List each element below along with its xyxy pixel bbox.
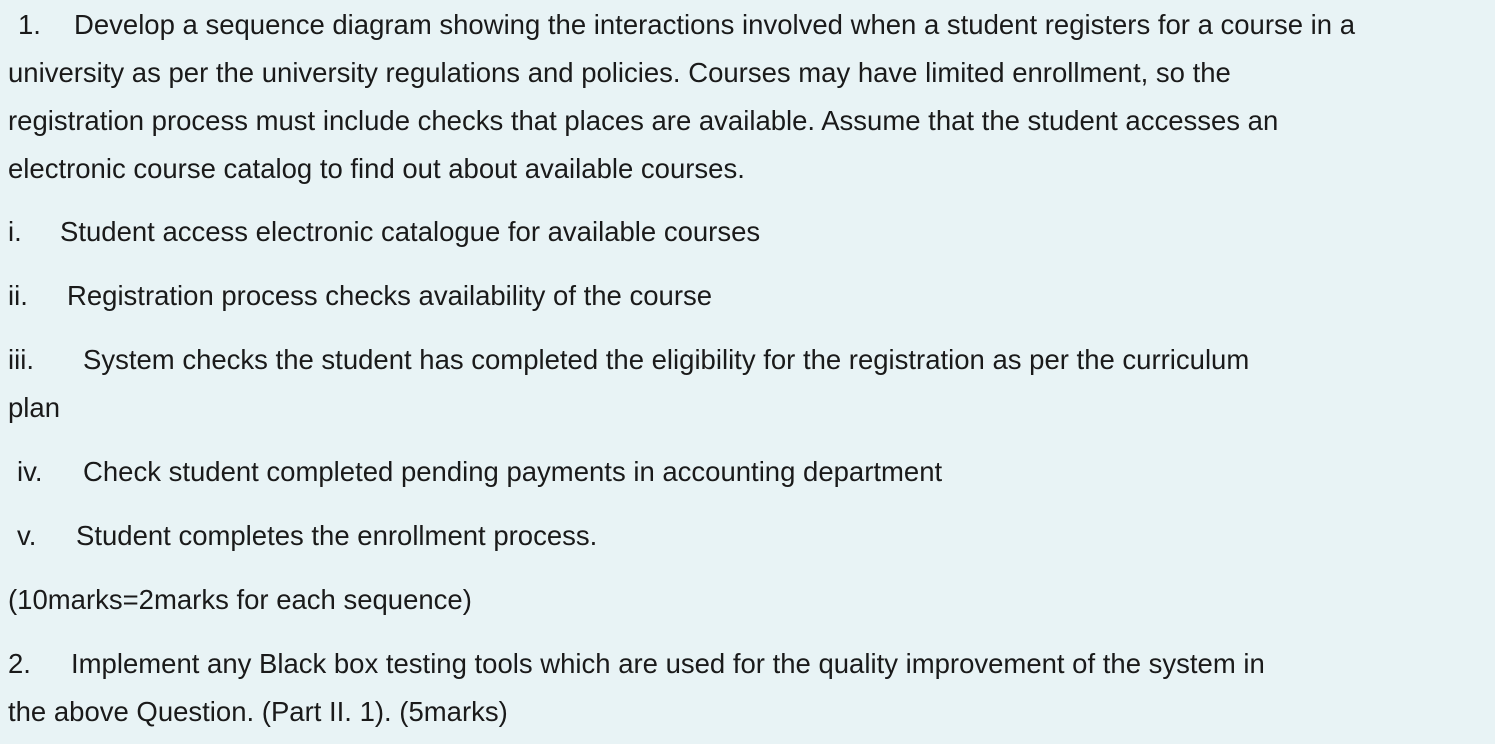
list-item-numeral: iii. <box>8 344 34 375</box>
list-item-text: System checks the student has completed the eligibility for the registration as per the curriculum <box>83 344 1250 375</box>
question-1-line-3: registration process must include checks that places are available. Assume that the student accesses an <box>8 105 1279 136</box>
question-2-line-2: the above Question. (Part II. 1). (5marks) <box>8 696 508 727</box>
list-item-text: Student completes the enrollment process. <box>76 520 598 551</box>
question-1-number: 1. <box>18 9 41 40</box>
question-2-number: 2. <box>8 648 31 679</box>
list-item <box>8 344 1249 376</box>
list-item-numeral: iv. <box>17 456 43 487</box>
list-item <box>17 456 942 488</box>
marks-note: (10marks=2marks for each sequence) <box>8 584 472 615</box>
list-item-numeral: ii. <box>8 280 28 311</box>
list-item-numeral: v. <box>17 520 37 551</box>
list-item-text: Check student completed pending payments in accounting department <box>83 456 943 487</box>
list-item <box>17 520 597 552</box>
question-1-line-4: electronic course catalog to find out about available courses. <box>8 153 745 184</box>
question-1-line-1 <box>18 9 1355 41</box>
list-item-text: Student access electronic catalogue for available courses <box>60 216 761 247</box>
question-1-line-2: university as per the university regulations and policies. Courses may have limited enrollment, so the <box>8 57 1231 88</box>
question-2-text-1: Implement any Black box testing tools which are used for the quality improvement of the system in <box>71 648 1265 679</box>
question-1-text-1: Develop a sequence diagram showing the interactions involved when a student registers for a course in a <box>74 9 1356 40</box>
question-2-line-1 <box>8 648 1265 680</box>
list-item-continuation: plan <box>8 392 60 423</box>
list-item-text: Registration process checks availability of the course <box>67 280 713 311</box>
list-item-numeral: i. <box>8 216 22 247</box>
list-item <box>8 280 712 312</box>
list-item <box>8 216 760 248</box>
